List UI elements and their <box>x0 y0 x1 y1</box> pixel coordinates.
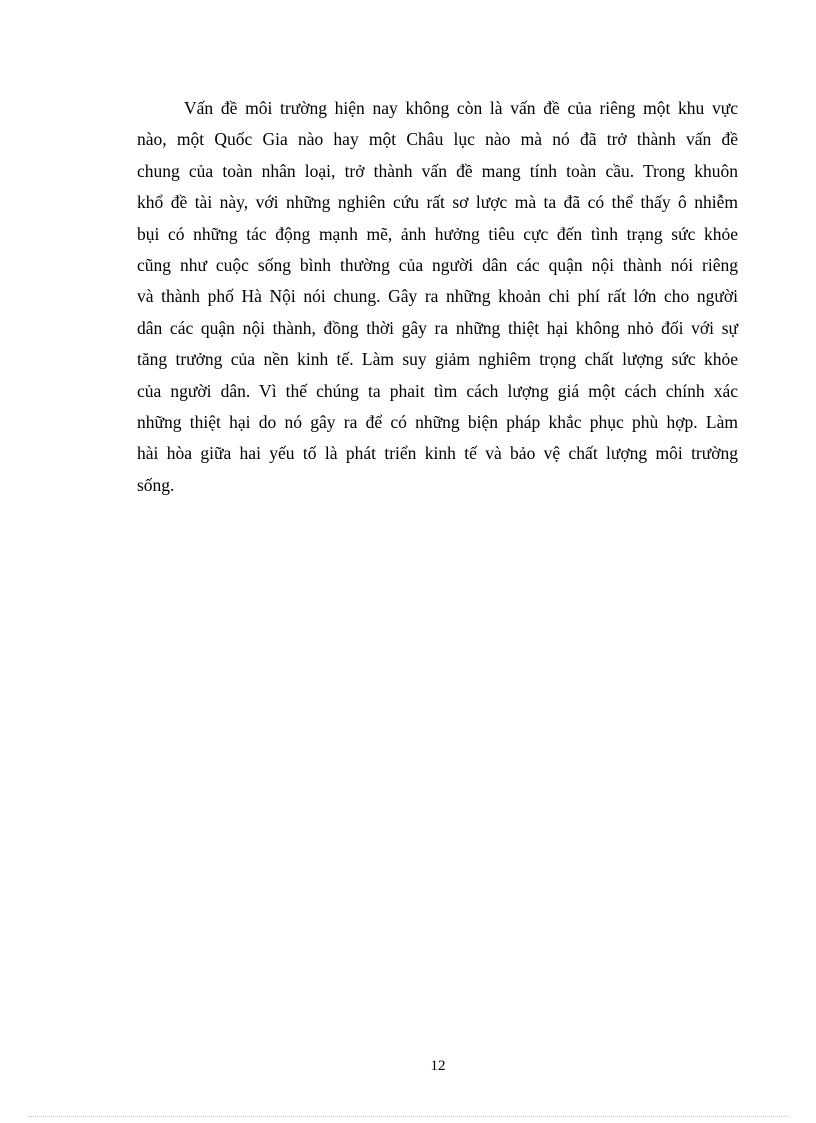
paragraph-line: nào, một Quốc Gia nào hay một Châu lục nào mà nó đã trở thành vấn đề <box>137 129 738 150</box>
paragraph-line: hài hòa giữa hai yếu tố là phát triển kinh tế và bảo vệ chất lượng môi trường <box>137 443 738 464</box>
paragraph-line: những thiệt hại do nó gây ra để có những biện pháp khắc phục phù hợp. Làm <box>137 412 738 433</box>
page-bottom-divider <box>28 1116 788 1117</box>
paragraph-line: Vấn đề môi trường hiện nay không còn là vấn đề của riêng một khu vực <box>184 98 738 118</box>
paragraph-line: sống. <box>137 474 175 495</box>
paragraph-line: bụi có những tác động mạnh mẽ, ảnh hưởng tiêu cực đến tình trạng sức khỏe <box>137 223 738 244</box>
paragraph-line: và thành phố Hà Nội nói chung. Gây ra những khoản chi phí rất lớn cho người <box>137 286 738 307</box>
body-paragraph <box>137 93 738 501</box>
page-number: 12 <box>430 1058 446 1074</box>
paragraph-line: dân các quận nội thành, đồng thời gây ra những thiệt hại không nhỏ đối với sự <box>137 317 738 338</box>
paragraph-line: cũng như cuộc sống bình thường của người dân các quận nội thành nói riêng <box>137 255 738 276</box>
paragraph-line: chung của toàn nhân loại, trở thành vấn đề mang tính toàn cầu. Trong khuôn <box>137 160 738 181</box>
paragraph-line: khổ đề tài này, với những nghiên cứu rất sơ lược mà ta đã có thể thấy ô nhiễm <box>137 192 738 213</box>
paragraph-line: của người dân. Vì thế chúng ta phait tìm cách lượng giá một cách chính xác <box>137 380 738 401</box>
paragraph-line: tăng trưởng của nền kinh tế. Làm suy giảm nghiêm trọng chất lượng sức khỏe <box>137 349 738 370</box>
